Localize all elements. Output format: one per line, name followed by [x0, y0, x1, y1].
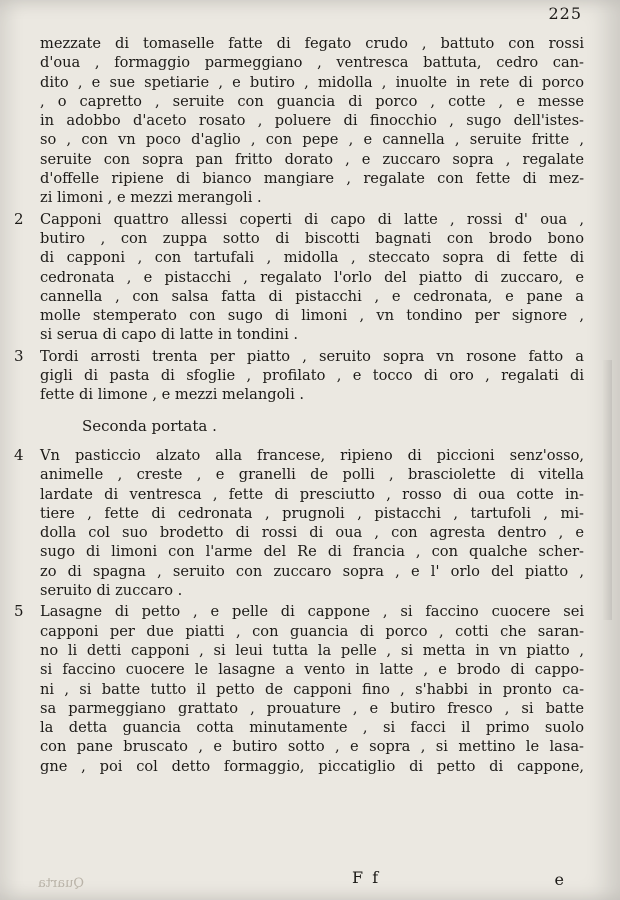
signature-mark: F f	[352, 868, 381, 887]
text-line: cannella , con salsa fatta di pistacchi , e cedronata, e pane a	[40, 287, 584, 305]
text-line: butiro , con zuppa sotto di biscotti bagnati con brodo bono	[40, 229, 584, 247]
item-number: 2	[14, 209, 24, 228]
text-line: so , con vn poco d'aglio , con pepe , e cannella , seruite fritte ,	[40, 131, 584, 149]
item-number: 4	[14, 445, 24, 464]
page-body	[14, 34, 584, 778]
text-line: d'offelle ripiene di bianco mangiare , regalate con fette di mez-	[40, 170, 584, 188]
text-line: zo di spagna , seruito con zuccaro sopra , e l' orlo del piatto ,	[40, 562, 584, 580]
text-line: si faccino cuocere le lasagne a vento in latte , e brodo di cappo-	[40, 661, 584, 679]
page-number: 225	[548, 4, 582, 23]
text-line: d'oua , formaggio parmeggiano , ventresca battuta, cedro can-	[40, 54, 584, 72]
text-line: animelle , creste , e granelli de polli , brasciolette di vitella	[40, 466, 584, 484]
recipe-item-5	[14, 602, 584, 776]
text-line: mezzate di tomaselle fatte di fegato crudo , battuto con rossi	[40, 35, 584, 52]
text-line: seruite con sopra pan fritto dorato , e zuccaro sopra , regalate	[40, 150, 584, 168]
text-line: la detta guancia cotta minutamente , si facci il primo suolo	[40, 719, 584, 737]
text-line: sa parmeggiano grattato , prouature , e butiro fresco , si batte	[40, 699, 584, 717]
text-line: ni , si batte tutto il petto de capponi fino , s'habbi in pronto ca-	[40, 680, 584, 698]
text-line: Capponi quattro allessi coperti di capo di latte , rossi d' oua ,	[40, 210, 584, 228]
section-heading: Seconda portata .	[82, 416, 217, 435]
item-number: 3	[14, 346, 24, 365]
text-line: no li detti capponi , si leui tutta la pelle , si metta in vn piatto ,	[40, 641, 584, 659]
text-line: dolla col suo brodetto di rossi di oua , con agresta dentro , e	[40, 524, 584, 542]
catchword: e	[554, 870, 564, 889]
text-line: tiere , fette di cedronata , prugnoli , pistacchi , tartufoli , mi-	[40, 504, 584, 522]
text-line: molle stemperato con sugo di limoni , vn tondino per signore ,	[40, 307, 584, 325]
text-line: zi limoni , e mezzi merangoli .	[40, 189, 262, 207]
bleed-through-text: Quarta	[38, 876, 84, 891]
text-line: in adobbo d'aceto rosato , poluere di finocchio , sugo dell'istes-	[40, 112, 584, 130]
text-line: si serua di capo di latte in tondini .	[40, 326, 299, 344]
text-line: cedronata , e pistacchi , regalato l'orlo del piatto di zuccaro, e	[40, 268, 584, 286]
text-line: seruito di zuccaro .	[40, 582, 183, 600]
text-line: capponi per due piatti , con guancia di porco , cotti che saran-	[40, 622, 584, 640]
text-line: , o capretto , seruite con guancia di porco , cotte , e messe	[40, 92, 584, 110]
page-footer	[0, 864, 620, 900]
text-line: con pane bruscato , e butiro sotto , e sopra , si mettino le lasa-	[40, 738, 584, 756]
recipe-item-4	[14, 445, 584, 600]
item-number: 5	[14, 602, 24, 621]
text-line: di capponi , con tartufali , midolla , steccato sopra di fette di	[40, 249, 584, 267]
text-line: sugo di limoni con l'arme del Re di francia , con qualche scher-	[40, 543, 584, 561]
text-line: gigli di pasta di sfoglie , profilato , e tocco di oro , regalati di	[40, 367, 584, 385]
text-line: Lasagne di petto , e pelle di cappone , si faccino cuocere sei	[40, 603, 584, 621]
paragraph-continuation	[40, 34, 584, 208]
text-line: Vn pasticcio alzato alla francese, ripieno di piccioni senz'osso,	[40, 446, 584, 464]
text-line: lardate di ventresca , fette di presciutto , rosso di oua cotte in-	[40, 485, 584, 503]
recipe-item-3	[14, 346, 584, 405]
text-line: gne , poi col detto formaggio, piccatiglio di petto di cappone,	[40, 757, 584, 775]
page-edge-shadow	[602, 360, 612, 620]
text-line: fette di limone , e mezzi melangoli .	[40, 386, 305, 404]
text-line: dito , e sue spetiarie , e butiro , midolla , inuolte in rete di porco	[40, 73, 584, 91]
text-line: Tordi arrosti trenta per piatto , seruito sopra vn rosone fatto a	[40, 347, 584, 365]
recipe-item-2	[14, 209, 584, 345]
